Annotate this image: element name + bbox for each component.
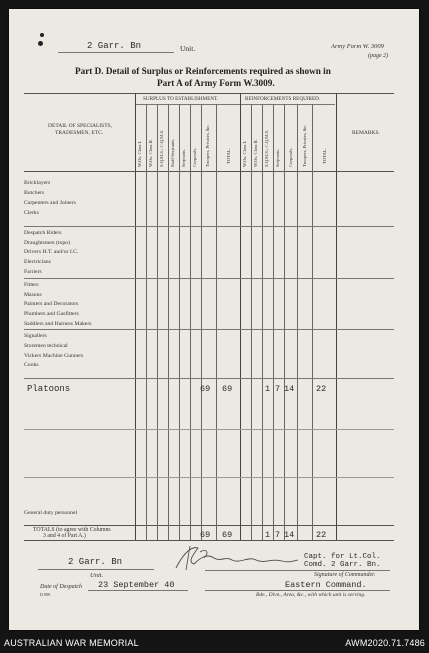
list-item: Signallers: [24, 333, 47, 339]
col-header-reinf-wo2: W.Os. Class II.: [253, 139, 258, 167]
list-item: Bricklayers: [24, 180, 51, 186]
list-item: Plumbers and Gasfitters: [24, 311, 79, 317]
surplus-column-rule: [146, 104, 147, 540]
surplus-column-rule: [201, 104, 202, 540]
unit-label: Unit.: [180, 44, 196, 53]
reinf-column-rule: [251, 104, 252, 540]
col-header-reinf-serjeants: Serjeants.: [275, 149, 280, 167]
group-divider: [24, 278, 394, 279]
footer-unit-label: Unit.: [90, 572, 104, 579]
form-title-line1: Part D. Detail of Surplus or Reinforcements required as shown in: [75, 66, 331, 76]
form-page: (page 2): [368, 53, 389, 59]
totals-troopers: 69: [200, 530, 211, 540]
platoons-label: Platoons: [27, 384, 71, 394]
col-header-reinf-corporals: Corporals.: [288, 147, 293, 167]
list-item: Draughtsmen (topo): [24, 240, 70, 246]
unit-underline: [58, 52, 174, 53]
surplus-column-rule: [216, 104, 217, 540]
surplus-header: SURPLUS TO ESTABLISHMENT.: [143, 96, 219, 102]
reinf-column-rule: [297, 104, 298, 540]
header-bottom-rule: [24, 171, 394, 172]
form-name: Army Form W. 3009: [331, 43, 384, 50]
command-label: Bde., Divn., Area, &c., with which unit is serving.: [256, 592, 366, 598]
col-header-reinf-wo1: W.Os. Class I.: [242, 140, 247, 167]
list-item: Farriers: [24, 269, 42, 275]
totals-total: 69: [222, 530, 233, 540]
handwritten-signature: [170, 542, 300, 572]
group-divider: [24, 226, 394, 227]
surplus-column-rule: [168, 104, 169, 540]
signature-label: Signature of Commander.: [314, 572, 376, 578]
detail-header-line2: TRADESMEN, ETC.: [55, 130, 104, 136]
list-item: Vickers Machine Gunners: [24, 353, 84, 359]
printer-code: D.909.: [40, 592, 51, 597]
col-header-corporals: Corporals.: [192, 147, 197, 167]
group-header-rule: [135, 104, 335, 105]
unit-value: 2 Garr. Bn: [87, 41, 142, 51]
reinf-column-rule: [284, 104, 285, 540]
list-item: Cooks: [24, 362, 39, 368]
general-duty-label: General duty personnel: [24, 510, 78, 516]
platoons-reinf-privates: 14: [284, 384, 295, 394]
totals-bottom-rule: [24, 540, 394, 541]
col-header-total: TOTAL.: [226, 148, 231, 164]
signature-stamp-line2: Comd. 2 Garr. Bn.: [304, 561, 381, 569]
remarks-header: REMARKS.: [352, 130, 380, 136]
signature-stamp-line1: Capt. for Lt.Col.: [304, 553, 381, 561]
section-divider-rule: [240, 93, 241, 540]
date-underline: [88, 590, 188, 591]
col-header-reinf-total: TOTAL.: [322, 148, 327, 164]
signature-stroke: [176, 548, 298, 568]
table-top-rule: [24, 93, 394, 94]
totals-top-rule: [24, 525, 394, 526]
list-item: Fitters: [24, 282, 39, 288]
col-header-serjeants: Serjeants.: [181, 149, 186, 167]
list-item: Storemen technical: [24, 343, 68, 349]
list-item: Drivers H.T. and/or I.C.: [24, 249, 79, 255]
list-item: Painters and Decorators: [24, 301, 79, 307]
detail-header-line1: DETAIL OF SPECIALISTS,: [48, 123, 112, 129]
footer-unit-value: 2 Garr. Bn: [68, 557, 123, 567]
command-value: Eastern Command.: [285, 580, 367, 590]
col-header-wo2: W.Os. Class II.: [148, 139, 153, 167]
list-item: Carpenters and Joiners: [24, 200, 76, 206]
surplus-column-rule: [179, 104, 180, 540]
punch-mark: [38, 41, 43, 46]
totals-label-line1: TOTALS (to agree with Columns: [33, 527, 111, 533]
totals-reinf-privates: 14: [284, 530, 295, 540]
row-divider: [24, 477, 394, 478]
col-header-reinf-sqms: S.Q.M.S.; C.Q.M.S.: [264, 129, 269, 167]
list-item: Butchers: [24, 190, 45, 196]
row-divider: [24, 429, 394, 430]
list-item: Clerks: [24, 210, 39, 216]
punch-mark: [40, 33, 44, 37]
list-item: Electricians: [24, 259, 51, 265]
form-title-line2: Part A of Army Form W.3009.: [157, 78, 275, 88]
totals-reinf-serjeants: 1: [265, 530, 271, 540]
date-label: Date of Despatch: [40, 584, 82, 590]
reinf-column-rule: [262, 104, 263, 540]
remarks-column-rule: [336, 93, 337, 540]
surplus-column-rule: [190, 104, 191, 540]
group-divider: [24, 329, 394, 330]
archive-caption-left: AUSTRALIAN WAR MEMORIAL: [4, 638, 139, 648]
group-divider: [24, 378, 394, 379]
platoons-troopers: 69: [200, 384, 211, 394]
archive-caption-right: AWM2020.71.7486: [345, 638, 425, 648]
list-item: Saddlers and Harness Makers: [24, 321, 92, 327]
col-header-wo1: W.Os. Class I.: [137, 140, 142, 167]
col-header-staff-serjeants: Staff-Serjeants.: [170, 138, 175, 167]
list-item: Despatch Riders: [24, 230, 62, 236]
col-header-sqms: S.Q.M.S.; C.Q.M.S.: [159, 129, 164, 167]
date-value: 23 September 40: [98, 580, 175, 590]
totals-reinf-corporals: 7: [275, 530, 281, 540]
list-item: Masons: [24, 292, 42, 298]
platoons-reinf-serjeants: 1: [265, 384, 271, 394]
surplus-column-rule: [157, 104, 158, 540]
platoons-total: 69: [222, 384, 233, 394]
reinf-column-rule: [273, 104, 274, 540]
platoons-reinf-total: 22: [316, 384, 327, 394]
command-underline: [205, 590, 390, 591]
totals-reinf-total: 22: [316, 530, 327, 540]
col-header-troopers: Troopers, Privates, &c.: [205, 124, 210, 167]
signature-underline: [205, 570, 390, 571]
reinf-column-rule: [312, 104, 313, 540]
reinforcements-header: REINFORCEMENTS REQUIRED.: [245, 96, 321, 102]
detail-column-rule: [135, 93, 136, 540]
col-header-reinf-troopers: Troopers, Privates, &c.: [302, 124, 307, 167]
footer-unit-underline: [38, 569, 154, 570]
platoons-reinf-corporals: 7: [275, 384, 281, 394]
totals-label-line2: 3 and 4 of Part A.): [43, 533, 86, 539]
